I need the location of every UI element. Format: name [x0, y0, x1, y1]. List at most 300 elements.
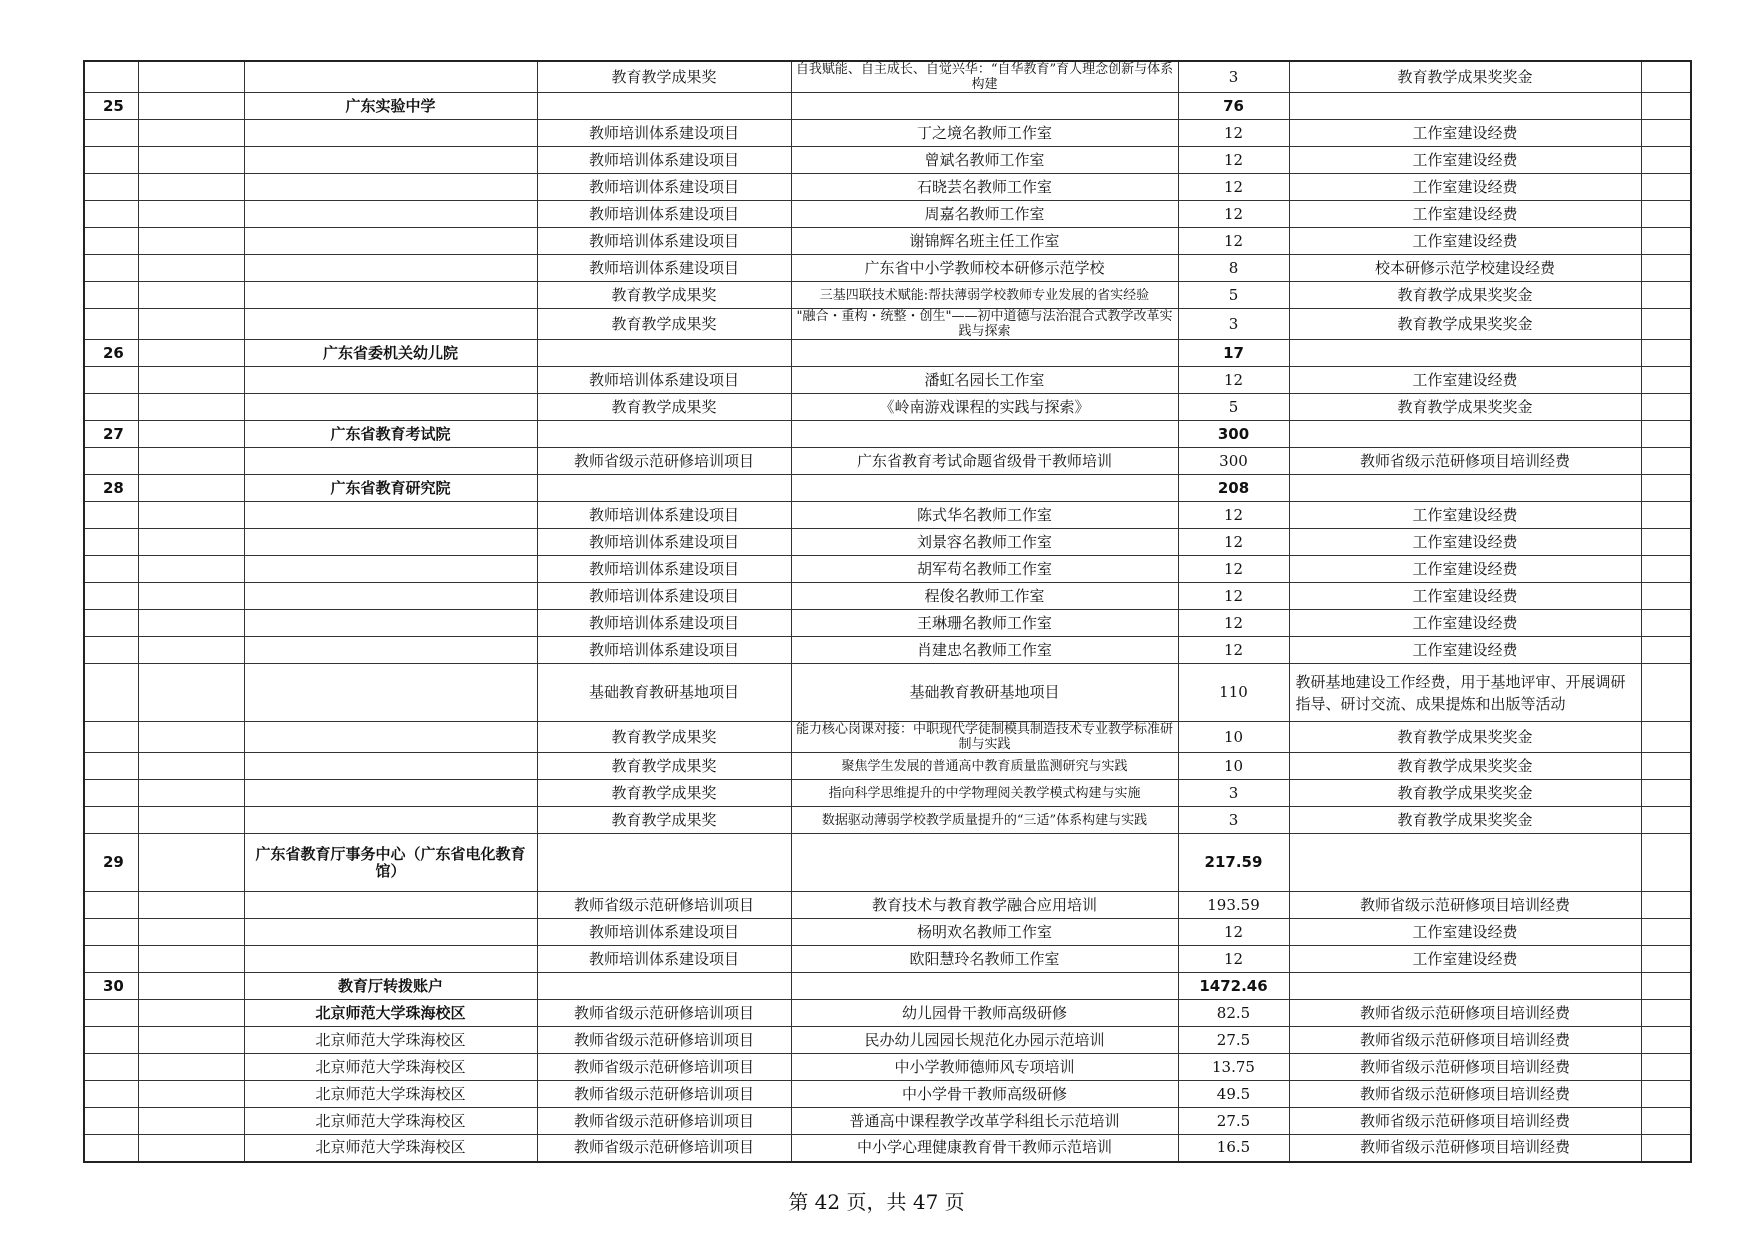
- amount: 12: [1178, 502, 1289, 529]
- sub-unit-name: [244, 61, 537, 93]
- project-name-text: 程俊名教师工作室: [924, 586, 1045, 605]
- project-category: 教育教学成果奖: [537, 807, 791, 834]
- project-name: [791, 201, 1178, 228]
- blank-cell: [537, 93, 791, 120]
- blank-cell: [138, 120, 244, 147]
- blank-cell: [1641, 282, 1691, 309]
- org-header-row: [84, 834, 1691, 892]
- amount: 300: [1178, 448, 1289, 475]
- project-name-text: 数据驱动薄弱学校教学质量提升的“三适”体系构建与实践: [821, 812, 1148, 828]
- row-number: [84, 282, 138, 309]
- fund-purpose: 教育教学成果奖奖金: [1289, 309, 1641, 340]
- row-number: [84, 583, 138, 610]
- table-row: [84, 664, 1691, 722]
- project-name: [791, 722, 1178, 753]
- row-number: [84, 1000, 138, 1027]
- blank-cell: [138, 1000, 244, 1027]
- sub-unit-name: 北京师范大学珠海校区: [244, 1027, 537, 1054]
- project-name-text: 广东省中小学教师校本研修示范学校: [864, 258, 1105, 277]
- table-row: [84, 610, 1691, 637]
- blank-cell: [138, 529, 244, 556]
- fund-purpose: 教育教学成果奖奖金: [1289, 780, 1641, 807]
- amount: 49.5: [1178, 1081, 1289, 1108]
- sub-unit-name: [244, 753, 537, 780]
- fund-purpose: 教师省级示范研修项目培训经费: [1289, 892, 1641, 919]
- blank-cell: [1641, 394, 1691, 421]
- blank-cell: [1641, 529, 1691, 556]
- project-category: 教师省级示范研修培训项目: [537, 1000, 791, 1027]
- project-name: [791, 583, 1178, 610]
- project-name: [791, 1081, 1178, 1108]
- blank-cell: [791, 421, 1178, 448]
- table-row: [84, 946, 1691, 973]
- table-row: [84, 583, 1691, 610]
- fund-purpose: 教育教学成果奖奖金: [1289, 61, 1641, 93]
- blank-cell: [138, 93, 244, 120]
- amount: 27.5: [1178, 1108, 1289, 1135]
- project-name: [791, 448, 1178, 475]
- blank-cell: [1641, 61, 1691, 93]
- blank-cell: [138, 1108, 244, 1135]
- project-name: [791, 919, 1178, 946]
- amount: 12: [1178, 919, 1289, 946]
- blank-cell: [1641, 722, 1691, 753]
- blank-cell: [138, 834, 244, 892]
- row-number: [84, 309, 138, 340]
- blank-cell: [138, 421, 244, 448]
- blank-cell: [537, 421, 791, 448]
- blank-cell: [1641, 583, 1691, 610]
- row-number: 29: [84, 834, 138, 892]
- page-footer: 第 42 页，共 47 页: [788, 1190, 965, 1214]
- fund-purpose: 教育教学成果奖奖金: [1289, 282, 1641, 309]
- fund-purpose: 教育教学成果奖奖金: [1289, 753, 1641, 780]
- row-number: [84, 1027, 138, 1054]
- blank-cell: [138, 282, 244, 309]
- blank-cell: [138, 228, 244, 255]
- project-name-text: 周嘉名教师工作室: [924, 204, 1045, 223]
- project-category: 教师培训体系建设项目: [537, 583, 791, 610]
- blank-cell: [138, 892, 244, 919]
- sub-unit-name: [244, 637, 537, 664]
- sub-unit-name: [244, 228, 537, 255]
- project-name: [791, 1000, 1178, 1027]
- amount: 12: [1178, 610, 1289, 637]
- row-number: 27: [84, 421, 138, 448]
- row-number: 25: [84, 93, 138, 120]
- fund-purpose: 工作室建设经费: [1289, 946, 1641, 973]
- fund-purpose: 教师省级示范研修项目培训经费: [1289, 1000, 1641, 1027]
- project-category: 教师培训体系建设项目: [537, 228, 791, 255]
- amount: 82.5: [1178, 1000, 1289, 1027]
- blank-cell: [1641, 780, 1691, 807]
- project-category: 基础教育教研基地项目: [537, 664, 791, 722]
- sub-unit-name: [244, 807, 537, 834]
- table-row: [84, 147, 1691, 174]
- table-row: [84, 529, 1691, 556]
- fund-purpose: 校本研修示范学校建设经费: [1289, 255, 1641, 282]
- project-name-text: 欧阳慧玲名教师工作室: [909, 949, 1060, 968]
- blank-cell: [1641, 946, 1691, 973]
- fund-purpose: 教师省级示范研修项目培训经费: [1289, 1135, 1641, 1162]
- blank-cell: [1641, 201, 1691, 228]
- row-number: [84, 228, 138, 255]
- amount: 3: [1178, 780, 1289, 807]
- project-name: [791, 637, 1178, 664]
- blank-cell: [1289, 834, 1641, 892]
- amount: 13.75: [1178, 1054, 1289, 1081]
- org-name: 教育厅转拨账户: [244, 973, 537, 1000]
- project-name: [791, 282, 1178, 309]
- project-category: 教育教学成果奖: [537, 394, 791, 421]
- amount: 110: [1178, 664, 1289, 722]
- table-row: [84, 502, 1691, 529]
- table-row: [84, 919, 1691, 946]
- blank-cell: [537, 834, 791, 892]
- blank-cell: [138, 475, 244, 502]
- org-name: 广东省委机关幼儿院: [244, 340, 537, 367]
- blank-cell: [1641, 892, 1691, 919]
- row-number: [84, 394, 138, 421]
- org-header-row: [84, 340, 1691, 367]
- project-name-text: 潘虹名园长工作室: [924, 370, 1045, 389]
- project-name-text: 基础教育教研基地项目: [909, 683, 1060, 701]
- table-row: [84, 61, 1691, 93]
- blank-cell: [138, 1135, 244, 1162]
- amount: 10: [1178, 722, 1289, 753]
- sub-unit-name: [244, 892, 537, 919]
- project-name-text: 自我赋能、自主成长、自觉兴华：“自华教育”育人理念创新与体系构建: [795, 62, 1174, 92]
- project-name-text: 能力核心岗课对接：中职现代学徒制模具制造技术专业教学标准研制与实践: [795, 722, 1173, 752]
- table-row: [84, 780, 1691, 807]
- project-category: 教育教学成果奖: [537, 282, 791, 309]
- row-number: [84, 637, 138, 664]
- row-number: [84, 1135, 138, 1162]
- blank-cell: [138, 1081, 244, 1108]
- project-category: 教师培训体系建设项目: [537, 919, 791, 946]
- blank-cell: [138, 637, 244, 664]
- amount: 3: [1178, 61, 1289, 93]
- blank-cell: [138, 919, 244, 946]
- sub-unit-name: 北京师范大学珠海校区: [244, 1108, 537, 1135]
- amount: 12: [1178, 637, 1289, 664]
- row-number: [84, 120, 138, 147]
- project-name-text: 胡军苟名教师工作室: [916, 559, 1052, 578]
- row-number: [84, 201, 138, 228]
- fund-purpose: 教师省级示范研修项目培训经费: [1289, 1054, 1641, 1081]
- sub-unit-name: [244, 529, 537, 556]
- blank-cell: [1641, 255, 1691, 282]
- blank-cell: [1641, 147, 1691, 174]
- table-row: [84, 1108, 1691, 1135]
- project-category: 教师省级示范研修培训项目: [537, 1054, 791, 1081]
- amount: 10: [1178, 753, 1289, 780]
- row-number: [84, 722, 138, 753]
- fund-purpose: 工作室建设经费: [1289, 556, 1641, 583]
- blank-cell: [138, 340, 244, 367]
- project-name-text: 刘景容名教师工作室: [916, 532, 1052, 551]
- project-name: [791, 610, 1178, 637]
- table-row: [84, 892, 1691, 919]
- fund-purpose: 教师省级示范研修项目培训经费: [1289, 448, 1641, 475]
- blank-cell: [1641, 367, 1691, 394]
- project-name-text: 《岭南游戏课程的实践与探索》: [879, 397, 1090, 416]
- project-category: 教师省级示范研修培训项目: [537, 448, 791, 475]
- blank-cell: [791, 973, 1178, 1000]
- sub-unit-name: [244, 309, 537, 340]
- row-number: [84, 448, 138, 475]
- row-number: [84, 1081, 138, 1108]
- fund-purpose: 工作室建设经费: [1289, 120, 1641, 147]
- project-name: [791, 502, 1178, 529]
- row-number: [84, 946, 138, 973]
- blank-cell: [1641, 637, 1691, 664]
- row-number: [84, 1054, 138, 1081]
- project-name: [791, 309, 1178, 340]
- blank-cell: [1641, 448, 1691, 475]
- blank-cell: [537, 973, 791, 1000]
- project-category: 教师培训体系建设项目: [537, 946, 791, 973]
- project-category: 教师省级示范研修培训项目: [537, 1135, 791, 1162]
- project-category: 教育教学成果奖: [537, 309, 791, 340]
- sub-unit-name: [244, 946, 537, 973]
- fund-purpose: 工作室建设经费: [1289, 367, 1641, 394]
- row-number: [84, 807, 138, 834]
- project-category: 教师培训体系建设项目: [537, 174, 791, 201]
- blank-cell: [138, 556, 244, 583]
- project-category: 教师培训体系建设项目: [537, 637, 791, 664]
- amount: 3: [1178, 309, 1289, 340]
- fund-purpose: 工作室建设经费: [1289, 610, 1641, 637]
- sub-unit-name: [244, 583, 537, 610]
- project-name: [791, 147, 1178, 174]
- sub-unit-name: 北京师范大学珠海校区: [244, 1054, 537, 1081]
- project-name-text: 陈式华名教师工作室: [916, 505, 1052, 524]
- project-name: [791, 174, 1178, 201]
- blank-cell: [1641, 421, 1691, 448]
- blank-cell: [1289, 973, 1641, 1000]
- table-row: [84, 174, 1691, 201]
- blank-cell: [138, 502, 244, 529]
- project-name: [791, 1054, 1178, 1081]
- project-category: 教师省级示范研修培训项目: [537, 1108, 791, 1135]
- blank-cell: [138, 610, 244, 637]
- blank-cell: [791, 475, 1178, 502]
- sub-unit-name: [244, 502, 537, 529]
- project-name: [791, 892, 1178, 919]
- amount: 12: [1178, 946, 1289, 973]
- blank-cell: [138, 1027, 244, 1054]
- fund-purpose: 教师省级示范研修项目培训经费: [1289, 1027, 1641, 1054]
- table-row: [84, 753, 1691, 780]
- blank-cell: [1641, 834, 1691, 892]
- org-total-amount: 76: [1178, 93, 1289, 120]
- blank-cell: [1289, 93, 1641, 120]
- row-number: [84, 529, 138, 556]
- fund-purpose: 工作室建设经费: [1289, 201, 1641, 228]
- row-number: [84, 892, 138, 919]
- sub-unit-name: 北京师范大学珠海校区: [244, 1135, 537, 1162]
- blank-cell: [1641, 807, 1691, 834]
- amount: 12: [1178, 529, 1289, 556]
- row-number: [84, 255, 138, 282]
- project-name-text: 普通高中课程教学改革学科组长示范培训: [849, 1111, 1120, 1130]
- sub-unit-name: [244, 919, 537, 946]
- project-category: 教育教学成果奖: [537, 753, 791, 780]
- project-name-text: 丁之境名教师工作室: [916, 123, 1052, 142]
- blank-cell: [537, 340, 791, 367]
- project-category: 教师培训体系建设项目: [537, 502, 791, 529]
- org-header-row: [84, 421, 1691, 448]
- project-name: [791, 556, 1178, 583]
- blank-cell: [1641, 1000, 1691, 1027]
- table-row: [84, 1135, 1691, 1162]
- blank-cell: [1641, 556, 1691, 583]
- fund-purpose: 工作室建设经费: [1289, 583, 1641, 610]
- fund-purpose: 工作室建设经费: [1289, 174, 1641, 201]
- project-category: 教师培训体系建设项目: [537, 610, 791, 637]
- blank-cell: [1641, 1135, 1691, 1162]
- blank-cell: [791, 834, 1178, 892]
- row-number: [84, 61, 138, 93]
- project-name-text: 中小学教师德师风专项培训: [894, 1057, 1075, 1076]
- project-name: [791, 664, 1178, 722]
- blank-cell: [138, 448, 244, 475]
- blank-cell: [1289, 421, 1641, 448]
- org-header-row: [84, 475, 1691, 502]
- fund-purpose: 工作室建设经费: [1289, 502, 1641, 529]
- project-name-text: 杨明欢名教师工作室: [916, 922, 1052, 941]
- project-name: [791, 255, 1178, 282]
- blank-cell: [1641, 919, 1691, 946]
- project-category: 教师省级示范研修培训项目: [537, 1081, 791, 1108]
- sub-unit-name: [244, 664, 537, 722]
- project-name-text: 谢锦辉名班主任工作室: [909, 231, 1060, 250]
- project-category: 教师培训体系建设项目: [537, 255, 791, 282]
- blank-cell: [1289, 475, 1641, 502]
- sub-unit-name: [244, 394, 537, 421]
- org-total-amount: 1472.46: [1178, 973, 1289, 1000]
- blank-cell: [1289, 340, 1641, 367]
- fund-purpose: 教师省级示范研修项目培训经费: [1289, 1108, 1641, 1135]
- blank-cell: [138, 147, 244, 174]
- blank-cell: [1641, 120, 1691, 147]
- sub-unit-name: [244, 610, 537, 637]
- blank-cell: [138, 309, 244, 340]
- blank-cell: [138, 394, 244, 421]
- row-number: 30: [84, 973, 138, 1000]
- row-number: [84, 147, 138, 174]
- amount: 5: [1178, 282, 1289, 309]
- blank-cell: [138, 367, 244, 394]
- blank-cell: [138, 61, 244, 93]
- blank-cell: [1641, 1081, 1691, 1108]
- sub-unit-name: [244, 147, 537, 174]
- project-name: [791, 61, 1178, 93]
- blank-cell: [138, 753, 244, 780]
- amount: 5: [1178, 394, 1289, 421]
- row-number: [84, 780, 138, 807]
- row-number: [84, 919, 138, 946]
- project-name: [791, 753, 1178, 780]
- org-total-amount: 17: [1178, 340, 1289, 367]
- table-row: [84, 255, 1691, 282]
- row-number: 26: [84, 340, 138, 367]
- project-category: 教师培训体系建设项目: [537, 556, 791, 583]
- sub-unit-name: [244, 255, 537, 282]
- fund-purpose: 工作室建设经费: [1289, 147, 1641, 174]
- blank-cell: [1641, 502, 1691, 529]
- blank-cell: [138, 722, 244, 753]
- blank-cell: [138, 583, 244, 610]
- project-name: [791, 946, 1178, 973]
- table-row: [84, 367, 1691, 394]
- row-number: 28: [84, 475, 138, 502]
- project-name: [791, 120, 1178, 147]
- project-category: 教师省级示范研修培训项目: [537, 892, 791, 919]
- project-name: [791, 394, 1178, 421]
- blank-cell: [1641, 664, 1691, 722]
- table-row: [84, 1054, 1691, 1081]
- project-name-text: 肖建忠名教师工作室: [916, 640, 1052, 659]
- blank-cell: [138, 780, 244, 807]
- project-category: 教师培训体系建设项目: [537, 147, 791, 174]
- blank-cell: [537, 475, 791, 502]
- table-row: [84, 309, 1691, 340]
- allocation-table: [83, 60, 1692, 1163]
- fund-purpose: 工作室建设经费: [1289, 919, 1641, 946]
- table-row: [84, 201, 1691, 228]
- row-number: [84, 502, 138, 529]
- row-number: [84, 367, 138, 394]
- project-category: 教育教学成果奖: [537, 61, 791, 93]
- project-category: 教育教学成果奖: [537, 780, 791, 807]
- org-name: 广东实验中学: [244, 93, 537, 120]
- blank-cell: [138, 1054, 244, 1081]
- project-category: 教育教学成果奖: [537, 722, 791, 753]
- fund-purpose: 工作室建设经费: [1289, 529, 1641, 556]
- row-number: [84, 174, 138, 201]
- blank-cell: [1641, 1027, 1691, 1054]
- table-row: [84, 1027, 1691, 1054]
- row-number: [84, 610, 138, 637]
- row-number: [84, 1108, 138, 1135]
- project-name: [791, 529, 1178, 556]
- fund-purpose: 教师省级示范研修项目培训经费: [1289, 1081, 1641, 1108]
- amount: 12: [1178, 174, 1289, 201]
- blank-cell: [138, 201, 244, 228]
- project-name: [791, 780, 1178, 807]
- table-row: [84, 394, 1691, 421]
- amount: 16.5: [1178, 1135, 1289, 1162]
- amount: 8: [1178, 255, 1289, 282]
- project-name-text: "融合・重构・统整・创生"——初中道德与法治混合式教学改革实践与探索: [796, 309, 1173, 339]
- amount: 12: [1178, 367, 1289, 394]
- fund-purpose: 教育教学成果奖奖金: [1289, 807, 1641, 834]
- row-number: [84, 556, 138, 583]
- sub-unit-name: [244, 120, 537, 147]
- blank-cell: [1641, 475, 1691, 502]
- amount: 12: [1178, 147, 1289, 174]
- project-category: 教师培训体系建设项目: [537, 120, 791, 147]
- project-name: [791, 367, 1178, 394]
- blank-cell: [1641, 309, 1691, 340]
- project-name-text: 聚焦学生发展的普通高中教育质量监测研究与实践: [841, 758, 1128, 774]
- sub-unit-name: [244, 556, 537, 583]
- amount: 3: [1178, 807, 1289, 834]
- blank-cell: [791, 93, 1178, 120]
- blank-cell: [1641, 973, 1691, 1000]
